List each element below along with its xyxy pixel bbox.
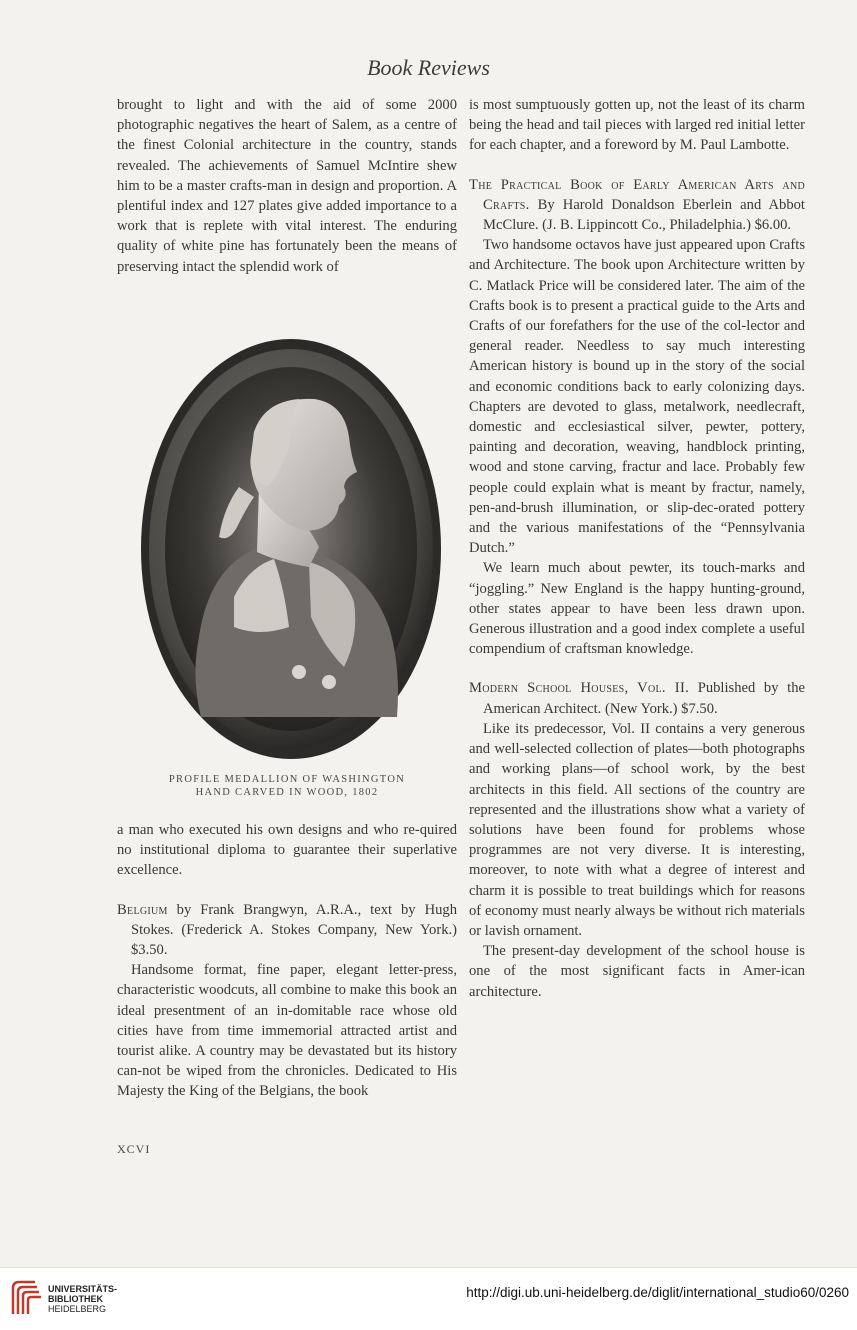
right-paragraph-4: Like its predecessor, Vol. II contains a very generous and well-selected collection of plates—both photographs and working plans—of school work, by the best architects in this field. All sections of the country are represented and the illustrations show what a variety of solutions have been found for problems whose programmes are not very diverse. It is interesting, moreover, to note with what a degree of interest and charm it is possible to treat buildings which for reasons of economy must nearly always be without rich materials or lavish ornament. xyxy=(469,720,805,939)
right-column xyxy=(469,95,805,1002)
review-entry-belgium xyxy=(117,900,457,961)
modern-school-title: Modern School Houses, Vol. II. xyxy=(469,680,690,697)
left-paragraph-1: brought to light and with the aid of some 2000 photographic negatives the heart of Salem, as a centre of the finest Colonial architecture in the country, stands revealed. The achievements of Samuel McIntire shew him to be a master crafts-man in design and proportion. A plentiful index and 127 plates give added importance to a work that is replete with vital interest. The enduring quality of white pine has fortunately been the means of preserving intact the splendid work of xyxy=(117,97,457,275)
caption-line-2: HAND CARVED IN WOOD, 1802 xyxy=(195,787,379,798)
library-name-line-2: BIBLIOTHEK xyxy=(48,1294,103,1304)
right-paragraph-5: The present-day development of the school house is one of the most significant facts in Amer-ican architecture. xyxy=(469,943,805,1000)
caption-line-1: PROFILE MEDALLION OF WASHINGTON xyxy=(168,774,406,785)
modern-school-details: Published by the American Architect. (New York.) $7.50. xyxy=(483,680,805,717)
right-paragraph-2: Two handsome octavos have just appeared upon Crafts and Architecture. The book upon Architecture written by C. Matlack Price will be considered later. The aim of the Crafts book is to present a practical guide to the Arts and Crafts of our forefathers for the use of the col-lector and general reader. Needless to say much interesting American history is bound up in the story of the social and economic conditions back to early colonizing days. Chapters are devoted to glass, metalwork, needlecraft, domestic and ecclesiastical silver, pewter, pottery, painting and decoration, weaving, handblock printing, wood and stone carving, fractur and lace. Probably few people could explain what is meant by fractur, namely, pen-and-brush illumination, or slip-dec-orated pottery and the various manifestations of the “Pennsylvania Dutch.” xyxy=(469,237,805,557)
review-entry-modern-school-houses xyxy=(469,678,805,718)
library-name-line-1: UNIVERSITÄTS- xyxy=(48,1284,118,1294)
right-paragraph-1: is most sumptuously gotten up, not the least of its charm being the head and tail pieces with larged red initial letter for each chapter, and a foreword by M. Paul Lambotte. xyxy=(469,97,805,154)
left-column-top xyxy=(117,95,457,277)
library-name-line-3: HEIDELBERG xyxy=(48,1304,107,1314)
practical-book-details: By Harold Donaldson Eberlein and Abbot McClure. (J. B. Lippincott Co., Philadelphia.) $6.00. xyxy=(483,196,805,234)
washington-medallion-image xyxy=(139,337,443,762)
review-entry-practical-book xyxy=(469,175,805,236)
running-header: Book Reviews xyxy=(367,55,490,80)
library-name xyxy=(48,1284,117,1314)
source-url-link[interactable]: http://digi.ub.uni-heidelberg.de/diglit/international_studio60/0260 xyxy=(466,1285,849,1300)
left-column-bottom xyxy=(117,820,457,1102)
library-logo-icon xyxy=(9,1278,45,1318)
left-paragraph-2: a man who executed his own designs and who re-quired no institutional diploma to guarantee their superlative excellence. xyxy=(117,822,457,879)
practical-book-title: The Practical Book of Early American Arts and Crafts. xyxy=(469,176,805,213)
page-number: XCVI xyxy=(117,1142,151,1156)
belgium-title: Belgium xyxy=(117,901,168,918)
belgium-details: by Frank Brangwyn, A.R.A., text by Hugh Stokes. (Frederick A. Stokes Company, New York.) $3.50. xyxy=(131,901,457,959)
right-paragraph-3: We learn much about pewter, its touch-marks and “joggling.” New England is the happy hunting-ground, other states appear to have been less drawn upon. Generous illustration and a good index complete a useful compendium of craftsman knowledge. xyxy=(469,560,805,658)
figure-caption xyxy=(117,773,457,799)
left-paragraph-3: Handsome format, fine paper, elegant letter-press, characteristic woodcuts, all combine to make this book an ideal presentment of an in-domitable race whose old cities have from time immemorial attracted artist and tourist alike. A country may be devastated but its history can-not be wiped from the chronicles. Dedicated to His Majesty the King of the Belgians, the book xyxy=(117,962,457,1100)
footer-bar xyxy=(0,1267,857,1330)
